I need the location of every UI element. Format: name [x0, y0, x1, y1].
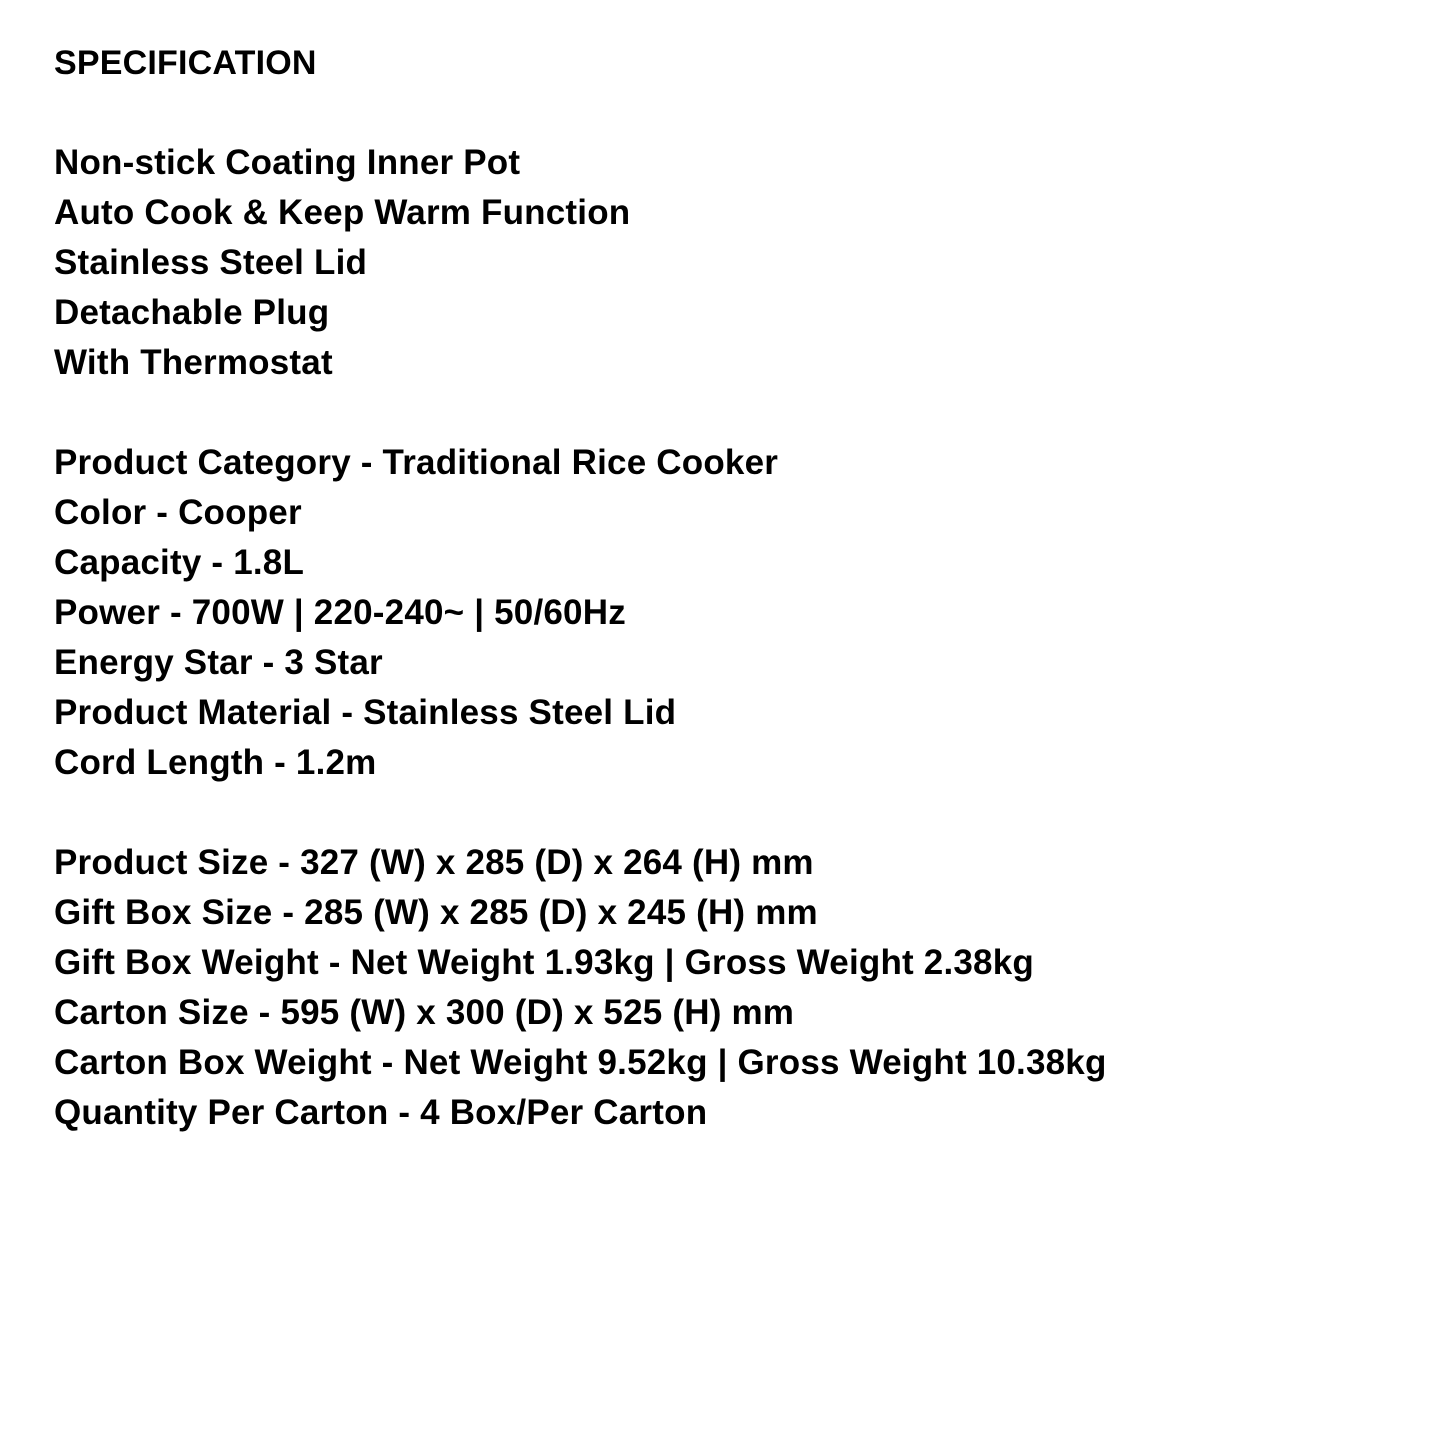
section-spacer: [54, 88, 1394, 138]
spec-item-carton-box-weight: Carton Box Weight - Net Weight 9.52kg | Gross Weight 10.38kg: [54, 1043, 1107, 1082]
spec-item-product-category: Product Category - Traditional Rice Cooker: [54, 443, 779, 482]
feature-item: With Thermostat: [54, 343, 333, 382]
spec-item-color: Color - Cooper: [54, 493, 302, 532]
feature-item: Auto Cook & Keep Warm Function: [54, 193, 631, 232]
packaging-specs-list: [54, 838, 1394, 1138]
spec-item-carton-size: Carton Size - 595 (W) x 300 (D) x 525 (H) mm: [54, 993, 795, 1032]
feature-item: Stainless Steel Lid: [54, 243, 368, 282]
spec-item-power: Power - 700W | 220-240~ | 50/60Hz: [54, 593, 626, 632]
product-specs-list: [54, 438, 1394, 788]
feature-item: Detachable Plug: [54, 293, 330, 332]
features-list: [54, 138, 1394, 388]
specification-sheet: [54, 38, 1394, 1138]
section-spacer: [54, 388, 1394, 438]
spec-item-capacity: Capacity - 1.8L: [54, 543, 305, 582]
feature-item: Non-stick Coating Inner Pot: [54, 143, 521, 182]
spec-item-gift-box-size: Gift Box Size - 285 (W) x 285 (D) x 245 (H) mm: [54, 893, 818, 932]
spec-item-quantity-per-carton: Quantity Per Carton - 4 Box/Per Carton: [54, 1093, 708, 1132]
spec-item-cord-length: Cord Length - 1.2m: [54, 743, 377, 782]
spec-item-product-material: Product Material - Stainless Steel Lid: [54, 693, 677, 732]
section-spacer: [54, 788, 1394, 838]
specification-heading: SPECIFICATION: [54, 44, 317, 82]
spec-item-energy-star: Energy Star - 3 Star: [54, 643, 383, 682]
spec-item-gift-box-weight: Gift Box Weight - Net Weight 1.93kg | Gross Weight 2.38kg: [54, 943, 1034, 982]
spec-item-product-size: Product Size - 327 (W) x 285 (D) x 264 (H) mm: [54, 843, 814, 882]
